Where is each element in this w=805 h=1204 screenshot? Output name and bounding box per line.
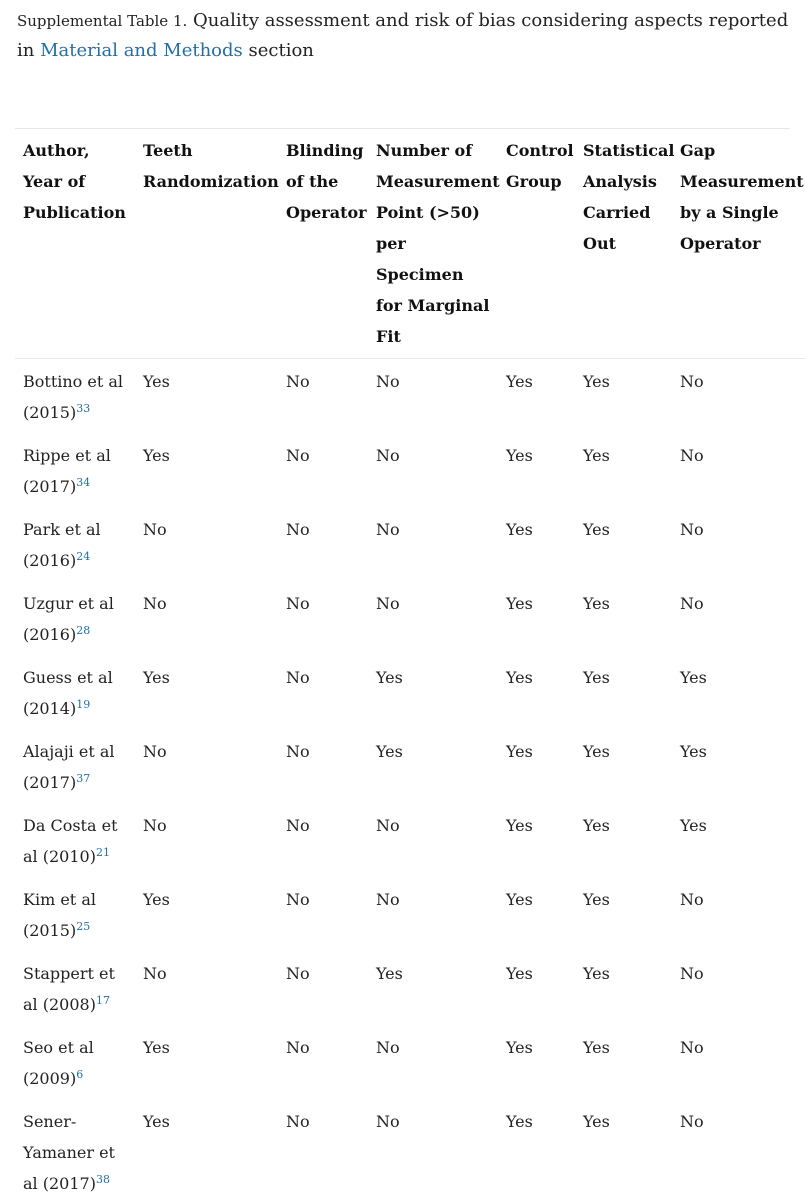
column-header: Control Group bbox=[498, 129, 575, 359]
author-name: Uzgur et al (2016) bbox=[23, 594, 114, 644]
table-cell: Yes bbox=[498, 1025, 575, 1099]
table-cell: No bbox=[278, 729, 368, 803]
table-row bbox=[15, 803, 805, 877]
column-header: Number of Measurement Point (>50) per Specimen for Marginal Fit bbox=[368, 129, 498, 359]
table-cell: Yes bbox=[575, 877, 672, 951]
reference-link[interactable]: 21 bbox=[96, 846, 110, 859]
author-cell bbox=[15, 433, 135, 507]
table-cell: No bbox=[278, 1025, 368, 1099]
table-cell: No bbox=[278, 877, 368, 951]
table-cell: Yes bbox=[368, 655, 498, 729]
table-row bbox=[15, 1025, 805, 1099]
table-cell: Yes bbox=[135, 877, 278, 951]
author-name: Guess et al (2014) bbox=[23, 668, 113, 718]
table-row bbox=[15, 433, 805, 507]
reference-superscript bbox=[76, 624, 90, 637]
table-cell: Yes bbox=[135, 359, 278, 434]
table-row bbox=[15, 359, 805, 434]
table-cell: No bbox=[135, 951, 278, 1025]
table-cell: Yes bbox=[498, 433, 575, 507]
table-cell: Yes bbox=[672, 803, 805, 877]
table-cell: Yes bbox=[135, 655, 278, 729]
reference-link[interactable]: 37 bbox=[76, 772, 90, 785]
table-cell: Yes bbox=[575, 1025, 672, 1099]
author-cell bbox=[15, 877, 135, 951]
table-cell: No bbox=[278, 1099, 368, 1204]
reference-link[interactable]: 34 bbox=[76, 476, 90, 489]
table-cell: Yes bbox=[672, 729, 805, 803]
table-cell: No bbox=[368, 877, 498, 951]
author-cell bbox=[15, 507, 135, 581]
table-cell: Yes bbox=[498, 507, 575, 581]
column-header: Blinding of the Operator bbox=[278, 129, 368, 359]
table-cell: No bbox=[368, 507, 498, 581]
reference-link[interactable]: 33 bbox=[76, 402, 90, 415]
reference-superscript bbox=[76, 772, 90, 785]
reference-superscript bbox=[76, 698, 90, 711]
reference-superscript bbox=[76, 476, 90, 489]
column-header: Author, Year of Publication bbox=[15, 129, 135, 359]
table-cell: Yes bbox=[575, 951, 672, 1025]
table-cell: No bbox=[278, 655, 368, 729]
table-cell: No bbox=[135, 803, 278, 877]
reference-superscript bbox=[96, 1173, 110, 1186]
author-name: Kim et al (2015) bbox=[23, 890, 96, 940]
table-cell: Yes bbox=[575, 581, 672, 655]
table-cell: Yes bbox=[498, 803, 575, 877]
table-cell: No bbox=[368, 1099, 498, 1204]
table-cell: Yes bbox=[498, 359, 575, 434]
material-and-methods-link[interactable]: Material and Methods bbox=[40, 40, 243, 61]
column-header: Teeth Randomization bbox=[135, 129, 278, 359]
table-cell: No bbox=[278, 359, 368, 434]
reference-superscript bbox=[76, 550, 90, 563]
table-cell: Yes bbox=[575, 359, 672, 434]
table-cell: No bbox=[672, 1099, 805, 1204]
author-name: Rippe et al (2017) bbox=[23, 446, 111, 496]
reference-link[interactable]: 28 bbox=[76, 624, 90, 637]
reference-link[interactable]: 19 bbox=[76, 698, 90, 711]
table-cell: No bbox=[672, 581, 805, 655]
table-row bbox=[15, 581, 805, 655]
reference-link[interactable]: 38 bbox=[96, 1173, 110, 1186]
column-header: Statistical Analysis Carried Out bbox=[575, 129, 672, 359]
author-name: Bottino et al (2015) bbox=[23, 372, 123, 422]
table-cell: Yes bbox=[498, 1099, 575, 1204]
quality-assessment-table bbox=[15, 129, 805, 1204]
table-cell: No bbox=[278, 581, 368, 655]
reference-superscript bbox=[96, 846, 110, 859]
column-header: Gap Measurement by a Single Operator bbox=[672, 129, 805, 359]
table-row bbox=[15, 1099, 805, 1204]
table-body bbox=[15, 359, 805, 1204]
table-cell: Yes bbox=[575, 1099, 672, 1204]
table-row bbox=[15, 951, 805, 1025]
table-cell: No bbox=[368, 581, 498, 655]
table-cell: No bbox=[135, 507, 278, 581]
table-cell: Yes bbox=[368, 951, 498, 1025]
reference-link[interactable]: 6 bbox=[76, 1068, 83, 1081]
reference-superscript bbox=[76, 920, 90, 933]
reference-link[interactable]: 17 bbox=[96, 994, 110, 1007]
author-name: Da Costa et al (2010) bbox=[23, 816, 118, 866]
author-name: Sener-Yamaner et al (2017) bbox=[23, 1112, 115, 1193]
author-name: Park et al (2016) bbox=[23, 520, 101, 570]
table-cell: No bbox=[672, 877, 805, 951]
author-name: Seo et al (2009) bbox=[23, 1038, 94, 1088]
table-row bbox=[15, 507, 805, 581]
author-name: Alajaji et al (2017) bbox=[23, 742, 115, 792]
table-cell: No bbox=[672, 951, 805, 1025]
author-cell bbox=[15, 581, 135, 655]
table-cell: No bbox=[672, 359, 805, 434]
table-cell: Yes bbox=[575, 433, 672, 507]
table-cell: Yes bbox=[498, 729, 575, 803]
table-cell: No bbox=[278, 507, 368, 581]
table-row bbox=[15, 729, 805, 803]
table-cell: No bbox=[672, 1025, 805, 1099]
reference-link[interactable]: 24 bbox=[76, 550, 90, 563]
table-cell: No bbox=[135, 729, 278, 803]
author-cell bbox=[15, 729, 135, 803]
table-cell: Yes bbox=[672, 655, 805, 729]
table-cell: Yes bbox=[135, 1099, 278, 1204]
table-cell: Yes bbox=[498, 877, 575, 951]
table-cell: Yes bbox=[498, 655, 575, 729]
table-cell: Yes bbox=[498, 951, 575, 1025]
table-cell: No bbox=[368, 803, 498, 877]
table-cell: No bbox=[278, 951, 368, 1025]
table-cell: No bbox=[368, 1025, 498, 1099]
author-cell bbox=[15, 951, 135, 1025]
caption-label: Supplemental Table 1. bbox=[17, 12, 187, 30]
caption-text-end: section bbox=[243, 40, 314, 61]
table-cell: Yes bbox=[135, 1025, 278, 1099]
reference-superscript bbox=[76, 1068, 83, 1081]
table-row bbox=[15, 877, 805, 951]
table-container[interactable] bbox=[15, 128, 790, 1147]
table-cell: Yes bbox=[498, 581, 575, 655]
author-cell bbox=[15, 803, 135, 877]
author-name: Stappert et al (2008) bbox=[23, 964, 115, 1014]
table-cell: No bbox=[278, 433, 368, 507]
table-cell: No bbox=[368, 359, 498, 434]
table-cell: Yes bbox=[575, 507, 672, 581]
reference-superscript bbox=[96, 994, 110, 1007]
table-header-row bbox=[15, 129, 805, 359]
table-cell: No bbox=[368, 433, 498, 507]
author-cell bbox=[15, 1025, 135, 1099]
table-cell: No bbox=[135, 581, 278, 655]
table-cell: Yes bbox=[135, 433, 278, 507]
reference-superscript bbox=[76, 402, 90, 415]
table-caption bbox=[17, 6, 792, 65]
table-cell: No bbox=[672, 507, 805, 581]
caption-text: Quality assessment and risk of bias considering aspects reported in bbox=[17, 10, 788, 61]
table-cell: Yes bbox=[575, 729, 672, 803]
author-cell bbox=[15, 655, 135, 729]
table-row bbox=[15, 655, 805, 729]
table-cell: Yes bbox=[575, 655, 672, 729]
table-cell: No bbox=[672, 433, 805, 507]
table-cell: Yes bbox=[575, 803, 672, 877]
author-cell bbox=[15, 359, 135, 434]
reference-link[interactable]: 25 bbox=[76, 920, 90, 933]
table-cell: Yes bbox=[368, 729, 498, 803]
author-cell bbox=[15, 1099, 135, 1204]
table-cell: No bbox=[278, 803, 368, 877]
